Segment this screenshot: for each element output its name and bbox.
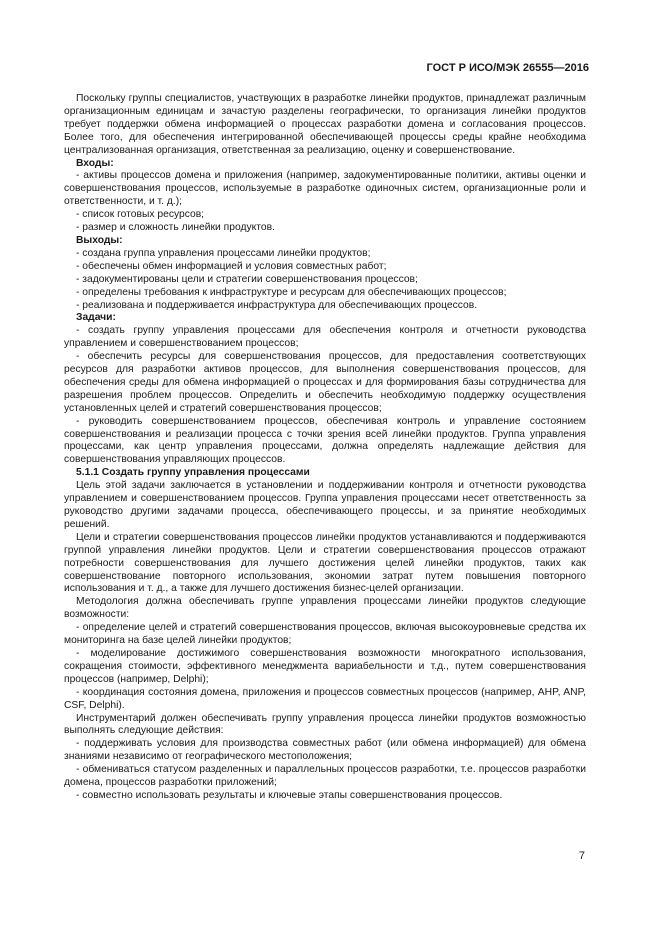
paragraph: - поддерживать условия для производства совместных работ (или обмена информацией) для обмена знаниями независимо от географического местоположения; [64,738,586,763]
page-number: 7 [578,850,585,862]
paragraph: Инструментарий должен обеспечивать группу управления процесса линейки продуктов возможностью выполнять следующие действия: [64,712,586,737]
paragraph: - задокументированы цели и стратегии совершенствования процессов; [76,273,418,285]
paragraph: - активы процессов домена и приложения (например, задокументированные политики, активы оценки и совершенствования процессов, используемые в разработке одиночных систем, организационные роли и ответственности, и т. д.); [64,170,586,208]
paragraph: Цель этой задачи заключается в установлении и поддерживании контроля и отчетности руководства управлением и совершенствованием процессов. Группа управления процессами несет ответственность за руководство другими задачами процесса, обеспечивающего процессы, и за принятие необходимых решений. [64,480,586,530]
document-body [64,93,586,803]
paragraph: - определены требования к инфраструктуре и ресурсам для обеспечивающих процессов; [76,286,507,298]
paragraph: - список готовых ресурсов; [76,209,205,221]
paragraph: - обмениваться статусом разделенных и параллельных процессов разработки, т.е. процессов разработки домена, процессов разработки приложений; [64,764,586,789]
paragraph: Поскольку группы специалистов, участвующих в разработке линейки продуктов, принадлежат различным организационным единицам и зачастую разделены географически, то организация линейки продуктов требует поддержки обмена информацией о процессах разработки домена и согласования процессов. Более того, для обеспечения интегрированной обеспечивающей процессы среды крайне необходима централизованная организация, ответственная за реализацию, оценку и совершенствование. [64,93,586,156]
section-heading: Выходы: [76,234,123,246]
paragraph: Методология должна обеспечивать группе управления процессами линейки продуктов следующие возможности: [64,596,586,621]
paragraph: - определение целей и стратегий совершенствования процессов, включая высокоуровневые средства их мониторинга на базе целей линейки продуктов; [64,622,586,647]
section-heading: 5.1.1 Создать группу управления процессами [76,467,310,479]
section-heading: Задачи: [76,312,116,324]
paragraph: - руководить совершенствованием процессов, обеспечивая контроль и управление состоянием совершенствования и реализации процесса с точки зрения всей линейки продуктов. Группа управления процессами, как центр управления процессами, должна определять надлежащие действия для совершенствования управляющих процессов. [64,415,586,466]
paragraph: - моделирование достижимого совершенствования возможности многократного использования, сокращения стоимости, эффективного менеджмента вариабельности и т.д., путем совершенствования процессов (например, Delphi); [64,647,586,685]
paragraph: - совместно использовать результаты и ключевые этапы совершенствования процессов. [76,789,503,801]
paragraph: - создать группу управления процессами для обеспечения контроля и отчетности руководства управлением и совершенствованием процессов; [64,325,586,350]
paragraph: - реализована и поддерживается инфраструктура для обеспечивающих процессов. [76,299,478,311]
paragraph: - координация состояния домена, приложения и процессов совместных процессов (например, AHP, ANP, CSF, Delphi). [64,686,586,711]
paragraph: - обеспечить ресурсы для совершенствования процессов, для предоставления соответствующих ресурсов для разработки активов процессов, для выполнения совершенствования процессов, для обеспечения среды для обмена информацией о процессах и для формирования базы сотрудничества для разрешения проблем процессов. Определить и обеспечить необходимую поддержку осуществления установленных целей и стратегий совершенствования процессов; [64,351,586,414]
section-heading: Входы: [76,157,114,169]
paragraph: - создана группа управления процессами линейки продуктов; [76,247,371,259]
paragraph: - обеспечены обмен информацией и условия совместных работ; [76,260,387,272]
standard-header: ГОСТ Р ИСО/МЭК 26555—2016 [426,62,589,74]
paragraph: Цели и стратегии совершенствования процессов линейки продуктов устанавливаются и поддерживаются группой управления линейки продуктов. Цели и стратегии совершенствования процессов отражают потребности совершенствования для лучшего достижения целей линейки продуктов, таких как совершенствование повторного использования, экономии затрат путем повышения повторного использования и т. д., а также для лучшего достижения бизнес-целей организации. [64,531,586,595]
paragraph: - размер и сложность линейки продуктов. [76,222,275,234]
